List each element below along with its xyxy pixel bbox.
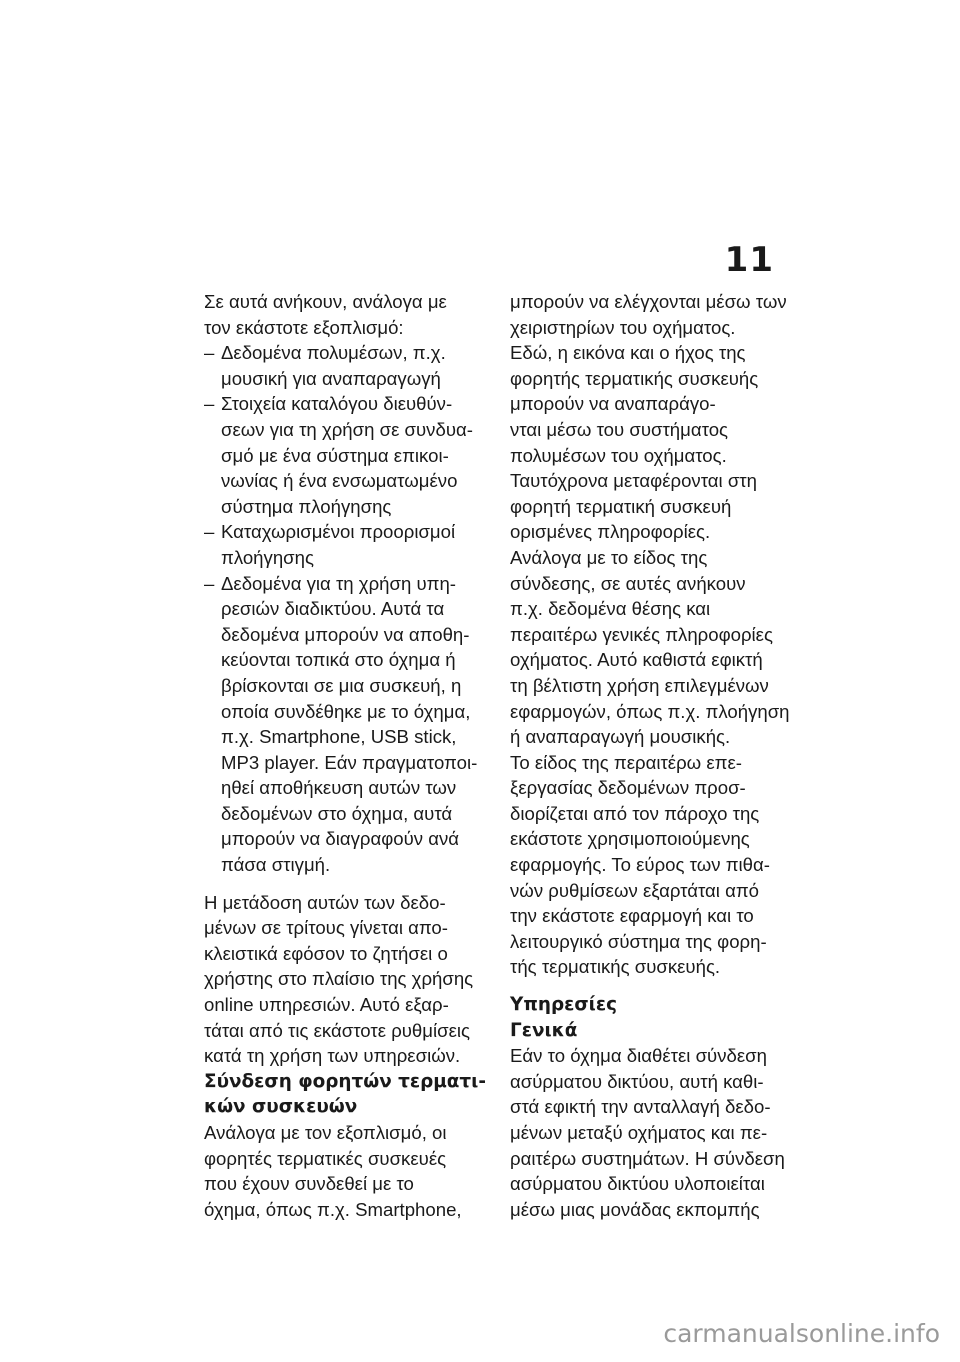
paragraph-line: online υπηρεσιών. Αυτό εξαρ- [204,994,449,1016]
paragraph-line: φορητή τερματική συσκευή [510,495,732,517]
right-column [510,289,788,1222]
paragraph-line: ξεργασίας δεδομένων προσ- [510,777,746,799]
bullet-text: Δεδομένα πολυμέσων, π.χ. [221,342,446,364]
page-number: 11 [724,240,774,280]
section-heading: Σύνδεση φορητών τερματι- [204,1070,486,1092]
bullet-text: Καταχωρισμένοι προορισμοί [221,521,456,543]
paragraph-line: νται μέσω του συστήματος [510,418,728,440]
paragraph-line: μπορούν να αναπαράγο- [510,393,716,415]
paragraph-line: σύνδεσης, σε αυτές ανήκουν [510,572,746,594]
paragraph-line: στά εφικτή την ανταλλαγή δεδο- [510,1096,771,1118]
paragraph-line: διορίζεται από τον πάροχο της [510,802,760,824]
paragraph-line: εφαρμογής. Το εύρος των πιθα- [510,854,770,876]
paragraph-line: Ταυτόχρονα μεταφέρονται στη [510,470,757,492]
bullet-text: πλοήγησης [221,546,314,568]
paragraph-line: Εδώ, η εικόνα και ο ήχος της [510,342,746,364]
section-heading: κών συσκευών [204,1096,358,1118]
paragraph-line: Η μετάδοση αυτών των δεδο- [204,891,446,913]
paragraph-line: μπορούν να ελέγχονται μέσω των [510,291,787,312]
paragraph-line: περαιτέρω γενικές πληροφορίες [510,623,773,645]
paragraph-line: ραιτέρω συστημάτων. Η σύνδεση [510,1147,785,1169]
paragraph-line: ορισμένες πληροφορίες. [510,521,711,543]
paragraph-line: μέσω μιας μονάδας εκπομπής [510,1198,760,1220]
bullet-item [204,571,482,597]
bullet-text: σμό με ένα σύστημα επικοι- [221,444,449,466]
paragraph-line: Το είδος της περαιτέρω επε- [510,751,742,773]
bullet-dash: – [204,342,215,364]
paragraph-line: π.χ. δεδομένα θέσης και [510,598,711,620]
bullet-text: π.χ. Smartphone, USB stick, [221,726,457,748]
paragraph-line: κλειστικά εφόσον το ζητήσει ο [204,942,448,964]
bullet-text: μουσική για αναπαραγωγή [221,367,441,389]
paragraph-line: τη βέλτιστη χρήση επιλεγμένων [510,674,769,696]
section-heading: Υπηρεσίες [510,994,617,1016]
bullet-text: μπορούν να διαγραφούν ανά [221,828,460,850]
bullet-item [204,340,482,366]
intro-line: Σε αυτά ανήκουν, ανάλογα με [204,291,447,312]
subsection-heading: Γενικά [510,1019,578,1041]
paragraph-line: που έχουν συνδεθεί με το [204,1173,414,1195]
paragraph-line: πολυμέσων του οχήματος. [510,444,727,466]
paragraph-line: εκάστοτε χρησιμοποιούμενης [510,828,750,850]
bullet-text: σεων για τη χρήση σε συνδυα- [221,418,473,440]
paragraph-line: Ανάλογα με το είδος της [510,546,708,568]
bullet-text: Δεδομένα για τη χρήση υπη- [221,572,457,594]
paragraph-line: λειτουργικό σύστημα της φορη- [510,930,767,952]
bullet-text: οποία συνδέθηκε με το όχημα, [221,700,471,722]
bullet-text: ηθεί αποθήκευση αυτών των [221,777,457,799]
paragraph-line: την εκάστοτε εφαρμογή και το [510,905,754,927]
paragraph-line: τάται από τις εκάστοτε ρυθμίσεις [204,1019,470,1041]
bullet-text: κεύονται τοπικά στο όχημα ή [221,649,456,671]
paragraph-line: τής τερματικής συσκευής. [510,956,721,978]
bullet-text: βρίσκονται σε μια συσκευή, η [221,674,462,696]
paragraph-line: φορητής τερματικής συσκευής [510,367,759,389]
paragraph-line: Ανάλογα με τον εξοπλισμό, οι [204,1122,447,1143]
paragraph-line: ασύρματου δικτύου, αυτή καθι- [510,1070,764,1092]
bullet-text: σύστημα πλοήγησης [221,495,392,517]
bullet-text: MP3 player. Εάν πραγματοποι- [221,751,478,773]
intro-line: τον εκάστοτε εξοπλισμό: [204,316,404,338]
bullet-text: ρεσιών διαδικτύου. Αυτά τα [221,598,445,620]
paragraph-line: ή αναπαραγωγή μουσικής. [510,726,731,748]
paragraph-line: Εάν το όχημα διαθέτει σύνδεση [510,1045,767,1067]
bullet-dash: – [204,572,215,594]
bullet-text: νωνίας ή ένα ενσωματωμένο [221,470,458,492]
paragraph-line: φορητές τερματικές συσκευές [204,1147,447,1169]
bullet-text: Στοιχεία καταλόγου διευθύν- [221,393,453,415]
bullet-item [204,519,482,545]
paragraph-line: νών ρυθμίσεων εξαρτάται από [510,879,760,901]
paragraph-line: κατά τη χρήση των υπηρεσιών. [204,1045,461,1067]
paragraph-line: οχήματος. Αυτό καθιστά εφικτή [510,649,763,671]
paragraph-line: μένων μεταξύ οχήματος και πε- [510,1122,768,1143]
bullet-text: δεδομένων στο όχημα, αυτά [221,802,453,824]
watermark: carmanualsonline.info [663,1319,940,1348]
paragraph-line: εφαρμογών, όπως π.χ. πλοήγηση [510,700,790,722]
paragraph-line: ασύρματου δικτύου υλοποιείται [510,1173,765,1195]
bullet-dash: – [204,393,215,415]
bullet-text: πάσα στιγμή. [221,854,331,876]
paragraph-line: χειριστηρίων του οχήματος. [510,316,736,338]
bullet-item [204,391,482,417]
paragraph-line: χρήστης στο πλαίσιο της χρήσης [204,968,474,990]
paragraph-line: μένων σε τρίτους γίνεται απο- [204,917,448,939]
bullet-text: δεδομένα μπορούν να αποθη- [221,623,470,645]
paragraph-line: όχημα, όπως π.χ. Smartphone, [204,1198,462,1220]
left-column [204,289,486,1222]
bullet-dash: – [204,521,215,543]
